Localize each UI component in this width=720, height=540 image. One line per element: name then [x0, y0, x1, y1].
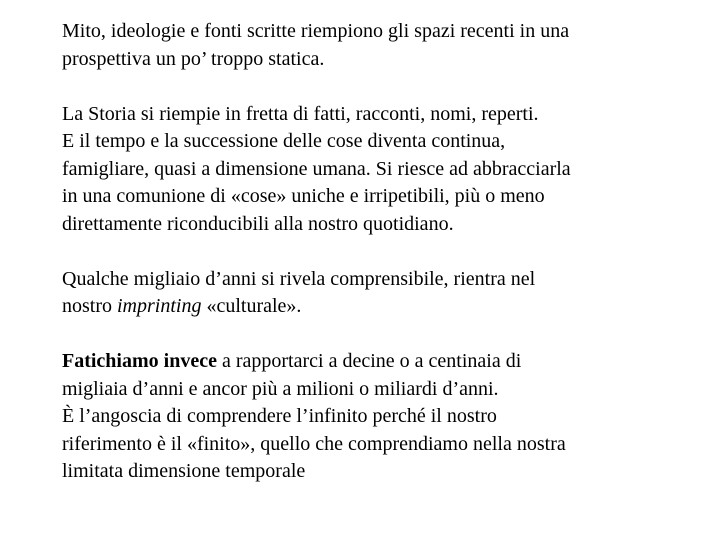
text-line: limitata dimensione temporale [62, 460, 306, 482]
paragraph-spacer [62, 73, 702, 101]
text-line: famigliare, quasi a dimensione umana. Si riesce ad abbracciarla [62, 157, 571, 180]
text-line: direttamente riconducibili alla nostro quotidiano. [62, 212, 454, 235]
paragraph-2 [62, 101, 702, 239]
paragraph-spacer [62, 238, 702, 266]
slide-text-body [62, 18, 702, 486]
text-line: Qualche migliaio d’anni si rivela comprensibile, rientra nel [62, 267, 536, 290]
italic-term: imprinting [117, 295, 202, 317]
text-line: Mito, ideologie e fonti scritte riempiono gli spazi recenti in una [62, 20, 570, 42]
paragraph-spacer [62, 321, 702, 349]
text-line [62, 348, 702, 376]
paragraph-1 [62, 18, 702, 73]
paragraph-4 [62, 348, 702, 486]
text-line: riferimento è il «finito», quello che comprendiamo nella nostra [62, 432, 566, 455]
text-line: prospettiva un po’ troppo statica. [62, 47, 325, 70]
text-run: «culturale». [201, 295, 302, 317]
text-line: migliaia d’anni e ancor più a milioni o miliardi d’anni. [62, 377, 499, 400]
bold-phrase: Fatichiamo invece [62, 350, 217, 372]
text-run: nostro [62, 295, 117, 317]
text-run: a rapportarci a decine o a centinaia di [216, 350, 522, 372]
paragraph-3 [62, 266, 702, 321]
text-line: in una comunione di «cose» uniche e irripetibili, più o meno [62, 185, 545, 207]
text-line: E il tempo e la successione delle cose diventa continua, [62, 130, 506, 152]
text-line: È l’angoscia di comprendere l’infinito perché il nostro [62, 405, 497, 427]
text-line [62, 293, 702, 321]
text-line: La Storia si riempie in fretta di fatti, racconti, nomi, reperti. [62, 102, 539, 125]
